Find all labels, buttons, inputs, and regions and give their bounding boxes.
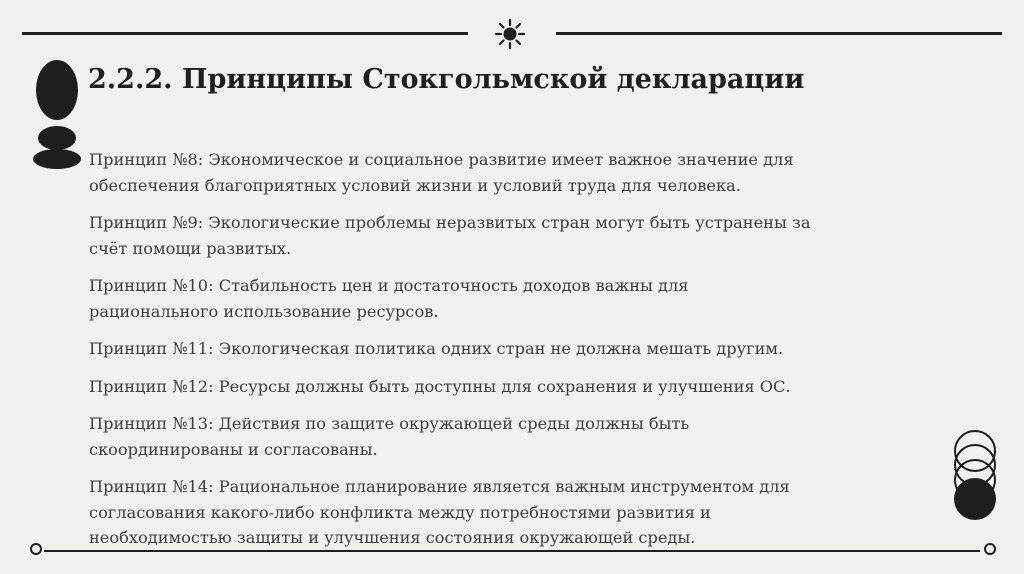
sun-icon: [494, 18, 526, 50]
principle-line: рационального использование ресурсов.: [89, 301, 439, 321]
principle-8: [89, 147, 889, 198]
pawn-shape-icon: [30, 58, 84, 170]
principle-10: [89, 273, 889, 324]
principles-list: [89, 147, 889, 563]
bottom-rule: [44, 550, 980, 552]
principle-line: согласования какого-либо конфликта между потребностями развития и: [89, 502, 711, 522]
principle-line: счёт помощи развитых.: [89, 238, 292, 258]
principle-line: Принцип №11: Экологическая политика одних стран не должна мешать другим.: [89, 339, 784, 358]
bottom-rule-right-end-icon: [984, 543, 996, 555]
principle-line: Принцип №8: Экономическое и социальное развитие имеет важное значение для: [89, 150, 794, 169]
principle-line: Принцип №12: Ресурсы должны быть доступны для сохранения и улучшения ОС.: [89, 376, 791, 396]
principle-line: Принцип №9: Экологические проблемы неразвитых стран могут быть устранены за: [89, 213, 811, 232]
principle-14: [89, 474, 889, 551]
stacked-rings-icon: [950, 428, 1000, 524]
principle-line: обеспечения благоприятных условий жизни и условий труда для человека.: [89, 175, 741, 195]
principle-line: скоординированы и согласованы.: [89, 439, 378, 459]
top-rule-right: [556, 32, 1002, 35]
principle-line: Принцип №14: Рациональное планирование является важным инструментом для: [89, 477, 790, 496]
principle-13: [89, 411, 889, 462]
principle-line: Принцип №13: Действия по защите окружающей среды должны быть: [89, 414, 690, 433]
top-rule-left: [22, 32, 468, 35]
principle-line: Принцип №10: Стабильность цен и достаточность доходов важны для: [89, 276, 689, 295]
principle-line: необходимостью защиты и улучшения состояния окружающей среды.: [89, 528, 696, 547]
principle-11: [89, 336, 889, 362]
bottom-rule-left-end-icon: [30, 543, 42, 555]
principle-9: [89, 210, 889, 261]
principle-12: [89, 374, 889, 400]
slide-title: 2.2.2. Принципы Стокгольмской декларации: [88, 64, 805, 95]
